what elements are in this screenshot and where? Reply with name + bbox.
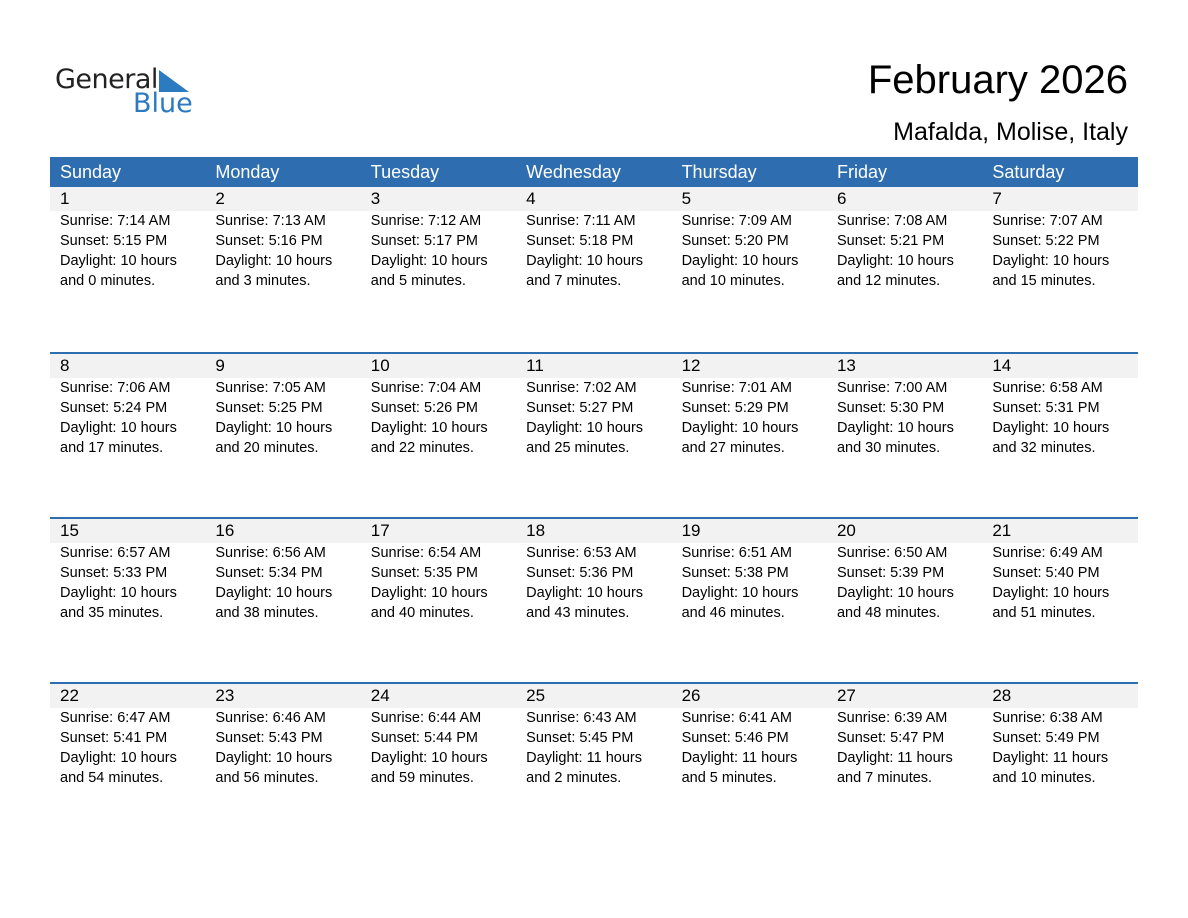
day-number: 28 bbox=[992, 686, 1012, 705]
day-cell bbox=[205, 684, 360, 788]
daylight-minutes-text: and 10 minutes. bbox=[992, 770, 1096, 786]
day-cell bbox=[205, 519, 360, 623]
sunrise-text: Sunrise: 7:02 AM bbox=[526, 380, 637, 396]
day-cell bbox=[361, 187, 516, 291]
daylight-minutes-text: and 56 minutes. bbox=[215, 770, 319, 786]
daylight-text: Daylight: 10 hours bbox=[681, 253, 799, 269]
day-number: 4 bbox=[526, 189, 536, 208]
sunrise-text: Sunrise: 6:57 AM bbox=[60, 545, 171, 561]
daylight-text: Daylight: 10 hours bbox=[370, 585, 488, 601]
daylight-minutes-text: and 7 minutes. bbox=[836, 770, 933, 786]
daylight-text: Daylight: 11 hours bbox=[992, 750, 1109, 766]
weekday-header bbox=[50, 157, 1138, 187]
daylight-text: Daylight: 10 hours bbox=[992, 420, 1110, 436]
sunrise-text: Sunrise: 6:53 AM bbox=[526, 545, 637, 561]
sunset-text: Sunset: 5:22 PM bbox=[992, 233, 1100, 249]
daylight-text: Daylight: 10 hours bbox=[215, 420, 333, 436]
daylight-minutes-text: and 20 minutes. bbox=[215, 440, 319, 456]
daylight-minutes-text: and 46 minutes. bbox=[681, 605, 785, 621]
sunset-text: Sunset: 5:45 PM bbox=[526, 730, 634, 746]
day-number: 23 bbox=[215, 686, 235, 705]
daylight-minutes-text: and 27 minutes. bbox=[681, 440, 785, 456]
daylight-text: Daylight: 10 hours bbox=[681, 420, 799, 436]
sunrise-text: Sunrise: 6:54 AM bbox=[370, 545, 482, 561]
daylight-minutes-text: and 35 minutes. bbox=[60, 605, 164, 621]
sunset-text: Sunset: 5:35 PM bbox=[370, 565, 478, 581]
daylight-text: Daylight: 10 hours bbox=[60, 585, 177, 601]
day-cell bbox=[672, 354, 827, 458]
day-cell bbox=[361, 354, 516, 458]
weekday-friday: Friday bbox=[836, 162, 887, 182]
daylight-text: Daylight: 11 hours bbox=[526, 750, 642, 766]
sunset-text: Sunset: 5:49 PM bbox=[992, 730, 1100, 746]
daylight-minutes-text: and 48 minutes. bbox=[836, 605, 941, 621]
sunrise-text: Sunrise: 7:05 AM bbox=[215, 380, 326, 396]
sunrise-text: Sunrise: 7:06 AM bbox=[60, 380, 171, 396]
daylight-minutes-text: and 7 minutes. bbox=[526, 273, 622, 289]
day-number: 20 bbox=[836, 521, 856, 540]
daylight-text: Daylight: 10 hours bbox=[836, 420, 954, 436]
day-number: 2 bbox=[215, 189, 225, 208]
sunrise-text: Sunrise: 7:13 AM bbox=[215, 213, 326, 229]
sunset-text: Sunset: 5:31 PM bbox=[992, 400, 1100, 416]
day-number: 10 bbox=[370, 356, 390, 375]
sunrise-text: Sunrise: 6:56 AM bbox=[215, 545, 326, 561]
sunrise-text: Sunrise: 6:41 AM bbox=[681, 710, 792, 726]
day-number: 21 bbox=[992, 521, 1012, 540]
day-cell bbox=[361, 684, 516, 788]
sunset-text: Sunset: 5:46 PM bbox=[681, 730, 789, 746]
week-row bbox=[50, 187, 1138, 352]
day-cell bbox=[50, 354, 205, 458]
daylight-minutes-text: and 30 minutes. bbox=[836, 440, 941, 456]
sunrise-text: Sunrise: 6:44 AM bbox=[370, 710, 482, 726]
day-cell bbox=[672, 684, 827, 788]
sunrise-text: Sunrise: 7:04 AM bbox=[370, 380, 482, 396]
day-cell bbox=[827, 519, 982, 623]
weekday-monday: Monday bbox=[215, 162, 280, 182]
day-number: 9 bbox=[215, 356, 225, 375]
day-number: 15 bbox=[60, 521, 79, 540]
sunrise-text: Sunrise: 6:58 AM bbox=[992, 380, 1103, 396]
daylight-minutes-text: and 22 minutes. bbox=[370, 440, 474, 456]
daylight-minutes-text: and 38 minutes. bbox=[215, 605, 319, 621]
day-number: 22 bbox=[60, 686, 79, 705]
day-cell bbox=[827, 684, 982, 788]
sunset-text: Sunset: 5:39 PM bbox=[836, 565, 945, 581]
sunset-text: Sunset: 5:34 PM bbox=[215, 565, 323, 581]
daylight-text: Daylight: 10 hours bbox=[215, 253, 333, 269]
sunrise-text: Sunrise: 7:01 AM bbox=[681, 380, 792, 396]
sunset-text: Sunset: 5:18 PM bbox=[526, 233, 634, 249]
day-cell bbox=[982, 354, 1137, 458]
week-row bbox=[50, 517, 1138, 682]
daylight-text: Daylight: 10 hours bbox=[215, 585, 333, 601]
sunset-text: Sunset: 5:17 PM bbox=[370, 233, 478, 249]
day-cell bbox=[205, 187, 360, 291]
day-cell bbox=[827, 187, 982, 291]
day-number: 19 bbox=[681, 521, 701, 540]
daylight-minutes-text: and 5 minutes. bbox=[370, 273, 466, 289]
daylight-minutes-text: and 5 minutes. bbox=[681, 770, 777, 786]
sunset-text: Sunset: 5:15 PM bbox=[60, 233, 168, 249]
weekday-wednesday: Wednesday bbox=[526, 162, 621, 182]
weekday-thursday: Thursday bbox=[681, 162, 757, 182]
day-cell bbox=[516, 354, 671, 458]
sunset-text: Sunset: 5:29 PM bbox=[681, 400, 789, 416]
day-cell bbox=[50, 684, 205, 788]
day-number: 16 bbox=[215, 521, 235, 540]
sunset-text: Sunset: 5:36 PM bbox=[526, 565, 634, 581]
daylight-text: Daylight: 10 hours bbox=[681, 585, 799, 601]
daylight-minutes-text: and 40 minutes. bbox=[370, 605, 474, 621]
day-number: 5 bbox=[681, 189, 692, 208]
daylight-minutes-text: and 2 minutes. bbox=[526, 770, 622, 786]
sunrise-text: Sunrise: 7:00 AM bbox=[836, 380, 948, 396]
daylight-text: Daylight: 10 hours bbox=[60, 253, 177, 269]
sunset-text: Sunset: 5:26 PM bbox=[370, 400, 478, 416]
day-cell bbox=[827, 354, 982, 458]
sunset-text: Sunset: 5:30 PM bbox=[836, 400, 945, 416]
day-cell bbox=[672, 187, 827, 291]
sunrise-text: Sunrise: 7:07 AM bbox=[992, 213, 1103, 229]
daylight-text: Daylight: 10 hours bbox=[992, 585, 1110, 601]
daylight-text: Daylight: 10 hours bbox=[60, 750, 177, 766]
location-subtitle: Mafalda, Molise, Italy bbox=[893, 118, 1128, 146]
sunset-text: Sunset: 5:27 PM bbox=[526, 400, 634, 416]
day-cell bbox=[516, 519, 671, 623]
logo-general-text: General bbox=[55, 64, 158, 95]
daylight-minutes-text: and 0 minutes. bbox=[60, 273, 156, 289]
day-number: 1 bbox=[60, 189, 70, 208]
day-cell bbox=[672, 519, 827, 623]
day-cell bbox=[516, 187, 671, 291]
sunset-text: Sunset: 5:33 PM bbox=[60, 565, 168, 581]
daylight-minutes-text: and 54 minutes. bbox=[60, 770, 164, 786]
sunset-text: Sunset: 5:40 PM bbox=[992, 565, 1100, 581]
daylight-minutes-text: and 17 minutes. bbox=[60, 440, 164, 456]
daylight-text: Daylight: 11 hours bbox=[836, 750, 953, 766]
week-row bbox=[50, 682, 1138, 847]
page-title: February 2026 bbox=[867, 58, 1128, 102]
week-row bbox=[50, 352, 1138, 517]
day-cell bbox=[50, 519, 205, 623]
daylight-text: Daylight: 10 hours bbox=[526, 253, 644, 269]
daylight-minutes-text: and 15 minutes. bbox=[992, 273, 1096, 289]
daylight-text: Daylight: 10 hours bbox=[526, 585, 644, 601]
day-cell bbox=[361, 519, 516, 623]
sunset-text: Sunset: 5:43 PM bbox=[215, 730, 323, 746]
day-number: 8 bbox=[60, 356, 70, 375]
day-number: 25 bbox=[526, 686, 546, 705]
sunrise-text: Sunrise: 6:46 AM bbox=[215, 710, 326, 726]
sunset-text: Sunset: 5:24 PM bbox=[60, 400, 168, 416]
sunrise-text: Sunrise: 7:09 AM bbox=[681, 213, 792, 229]
sunrise-text: Sunrise: 6:49 AM bbox=[992, 545, 1103, 561]
day-cell bbox=[982, 684, 1137, 788]
sunrise-text: Sunrise: 7:14 AM bbox=[60, 213, 171, 229]
daylight-text: Daylight: 10 hours bbox=[836, 253, 954, 269]
day-number: 14 bbox=[992, 356, 1012, 375]
day-number: 11 bbox=[526, 356, 544, 375]
day-number: 12 bbox=[681, 356, 701, 375]
logo-blue-text: Blue bbox=[133, 88, 193, 119]
daylight-text: Daylight: 10 hours bbox=[370, 253, 488, 269]
sunrise-text: Sunrise: 6:43 AM bbox=[526, 710, 637, 726]
weekday-sunday: Sunday bbox=[60, 162, 122, 182]
sunset-text: Sunset: 5:21 PM bbox=[836, 233, 945, 249]
daylight-text: Daylight: 11 hours bbox=[681, 750, 798, 766]
day-number: 18 bbox=[526, 521, 546, 540]
weekday-saturday: Saturday bbox=[992, 162, 1065, 182]
daylight-minutes-text: and 12 minutes. bbox=[836, 273, 941, 289]
daylight-text: Daylight: 10 hours bbox=[370, 750, 488, 766]
calendar-grid bbox=[50, 157, 1138, 847]
sunrise-text: Sunrise: 6:38 AM bbox=[992, 710, 1103, 726]
sunset-text: Sunset: 5:47 PM bbox=[836, 730, 945, 746]
day-number: 17 bbox=[370, 521, 390, 540]
day-number: 26 bbox=[681, 686, 701, 705]
weekday-tuesday: Tuesday bbox=[370, 162, 440, 182]
daylight-minutes-text: and 10 minutes. bbox=[681, 273, 785, 289]
daylight-text: Daylight: 10 hours bbox=[370, 420, 488, 436]
daylight-minutes-text: and 51 minutes. bbox=[992, 605, 1096, 621]
daylight-minutes-text: and 43 minutes. bbox=[526, 605, 630, 621]
sunrise-text: Sunrise: 7:12 AM bbox=[370, 213, 482, 229]
daylight-text: Daylight: 10 hours bbox=[526, 420, 644, 436]
day-number: 13 bbox=[836, 356, 856, 375]
day-number: 7 bbox=[992, 189, 1002, 208]
sunrise-text: Sunrise: 6:50 AM bbox=[836, 545, 948, 561]
sunset-text: Sunset: 5:25 PM bbox=[215, 400, 323, 416]
daylight-minutes-text: and 32 minutes. bbox=[992, 440, 1096, 456]
daylight-minutes-text: and 25 minutes. bbox=[526, 440, 630, 456]
sunset-text: Sunset: 5:38 PM bbox=[681, 565, 789, 581]
daylight-text: Daylight: 10 hours bbox=[836, 585, 954, 601]
sunset-text: Sunset: 5:16 PM bbox=[215, 233, 323, 249]
day-cell bbox=[50, 187, 205, 291]
sunrise-text: Sunrise: 6:51 AM bbox=[681, 545, 792, 561]
day-number: 6 bbox=[836, 189, 847, 208]
sunrise-text: Sunrise: 7:08 AM bbox=[836, 213, 948, 229]
daylight-minutes-text: and 59 minutes. bbox=[370, 770, 474, 786]
sunset-text: Sunset: 5:41 PM bbox=[60, 730, 168, 746]
day-number: 27 bbox=[836, 686, 856, 705]
sunset-text: Sunset: 5:44 PM bbox=[370, 730, 478, 746]
daylight-text: Daylight: 10 hours bbox=[60, 420, 177, 436]
sunrise-text: Sunrise: 7:11 AM bbox=[526, 213, 636, 229]
day-cell bbox=[982, 187, 1137, 291]
daylight-minutes-text: and 3 minutes. bbox=[215, 273, 311, 289]
day-cell bbox=[982, 519, 1137, 623]
daylight-text: Daylight: 10 hours bbox=[215, 750, 333, 766]
sunset-text: Sunset: 5:20 PM bbox=[681, 233, 789, 249]
day-number: 3 bbox=[370, 189, 381, 208]
day-cell bbox=[205, 354, 360, 458]
sunrise-text: Sunrise: 6:39 AM bbox=[836, 710, 948, 726]
sunrise-text: Sunrise: 6:47 AM bbox=[60, 710, 171, 726]
day-cell bbox=[516, 684, 671, 788]
day-number: 24 bbox=[370, 686, 390, 705]
daylight-text: Daylight: 10 hours bbox=[992, 253, 1110, 269]
